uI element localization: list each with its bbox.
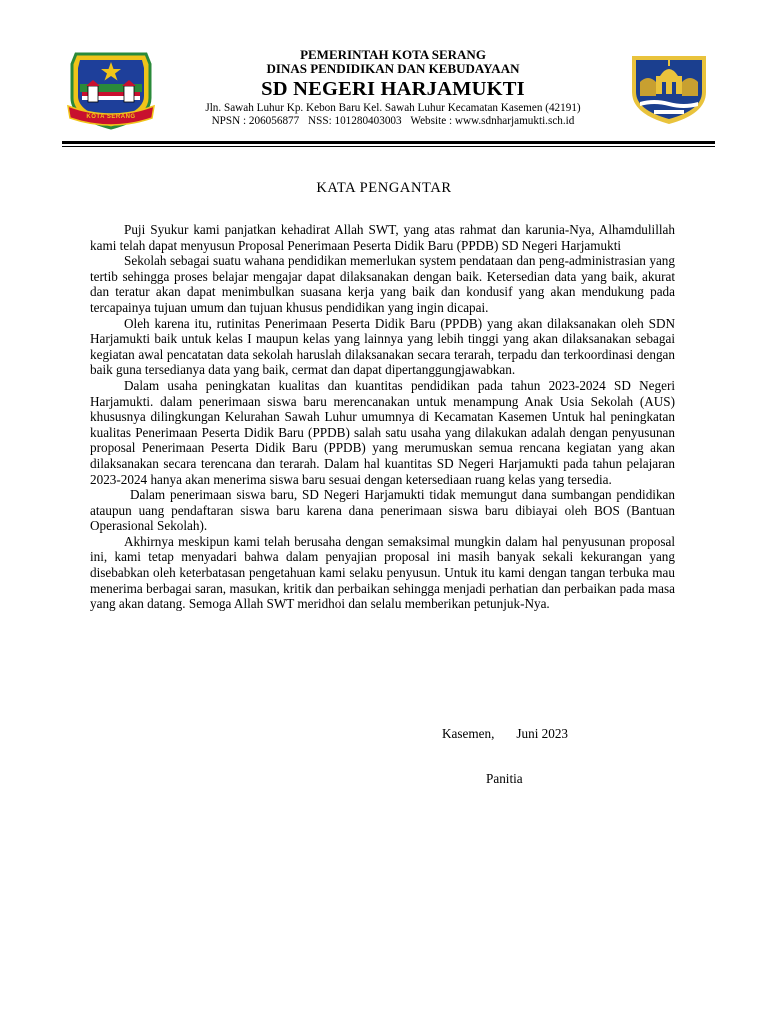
department-name: DINAS PENDIDIKAN DAN KEBUDAYAAN <box>266 61 520 76</box>
paragraph: Oleh karena itu, rutinitas Penerimaan Peserta Didik Baru (PPDB) yang akan dilaksanakan oleh SDN Harjamukti baik untuk kelas I maupun kelas yang lainnya yang lebih tinggi yang akan dilaksanakan sebagai kegiatan awal pencatatan data sekolah haruslah dilaksanakan secara terarah, terpadu dan terkoordinasi dengan baik guna tersedianya data yang baik, cermat dan dapat dipertanggungjawabkan. <box>90 315 675 378</box>
document-title: KATA PENGANTAR <box>316 180 452 196</box>
school-identifiers <box>160 115 626 128</box>
school-address: Jln. Sawah Luhur Kp. Kebon Baru Kel. Sawah Luhur Kecamatan Kasemen (42191) <box>205 102 581 114</box>
place: Kasemen, <box>442 726 495 741</box>
letterhead-rule-thick <box>62 141 715 144</box>
nss: NSS: 101280403003 <box>308 115 402 127</box>
paragraph: Dalam penerimaan siswa baru, SD Negeri Harjamukti tidak memungut dana sumbangan pendidikan ataupun uang pendaftaran siswa baru karena dana penerimaan siswa baru dibiayai oleh BOS (Bantuan Operasional Sekolah). <box>90 487 675 534</box>
paragraph: Sekolah sebagai suatu wahana pendidikan memerlukan system pendataan dan peng-administrasian yang tertib sehingga proses belajar mengajar dapat dilaksanakan dengan baik. Ketersedian data yang baik, akurat dan teratur akan dapat menimbulkan suasana kerja yang baik dan kondusif yang akan mendukung pada tercapainya tujuan umum dan tujuan khusus pendidikan yang ingin dicapai. <box>90 253 675 315</box>
signer: Panitia <box>486 771 523 786</box>
paragraph: Akhirnya meskipun kami telah berusaha dengan semaksimal mungkin dalam hal penyusunan proposal ini, kami tetap menyadari bahwa dalam penyajian proposal ini masih banyak sekali kekurangan yang disebabkan oleh keterbatasan pengetahuan kami selaku penyusun. Untuk itu kami dengan tangan terbuka mau menerima berbagai saran, masukan, kritik dan perbaikan sehingga menjadi perhatian dan perbaikan pada masa yang akan datang. Semoga Allah SWT meridhoi dan selalu memberikan petunjuk-Nya. <box>90 533 675 612</box>
date: Juni 2023 <box>516 726 569 741</box>
document-body <box>90 222 675 612</box>
left-logo-banner-text: KOTA SERANG <box>86 114 136 120</box>
place-and-date <box>442 726 568 742</box>
letterhead-rule-thin <box>62 146 715 147</box>
school-name: SD NEGERI HARJAMUKTI <box>261 78 525 100</box>
letterhead-text <box>160 48 626 128</box>
paragraph: Puji Syukur kami panjatkan kehadirat Allah SWT, yang atas rahmat dan karunia-Nya, Alhamdulillah kami telah dapat menyusun Proposal Penerimaan Peserta Didik Baru (PPDB) SD Negeri Harjamukti <box>90 222 675 253</box>
website: Website : www.sdnharjamukti.sch.id <box>410 115 575 127</box>
letterhead <box>0 0 768 150</box>
npsn: NPSN : 206056877 <box>211 115 300 127</box>
paragraph: Dalam usaha peningkatan kualitas dan kuantitas pendidikan pada tahun 2023-2024 SD Negeri Harjamukti. dalam penerimaan siswa baru merencanakan untuk menampung Anak Usia Sekolah (AUS) khususnya dilingkungan Kelurahan Sawah Luhur umumnya di Kecamatan Kasemen Untuk hal peningkatan kualitas Penerimaan Peserta Didik Baru (PPDB) salah satu usaha yang dilakukan adalah dengan penyusunan proposal Penerimaan Peserta Didik Baru (PPDB) yang merumuskan semua rencana kegiatan yang akan dilaksanakan secara terencana dan terarah. Dalam hal kuantitas SD Negeri Harjamukti pada tahun pelajaran 2023-2024 hanya akan menerima siswa baru sesuai dengan ketersediaan ruang kelas yang tersedia. <box>90 377 675 487</box>
government-name: PEMERINTAH KOTA SERANG <box>300 47 486 62</box>
kota-serang-shield-icon <box>626 52 712 126</box>
